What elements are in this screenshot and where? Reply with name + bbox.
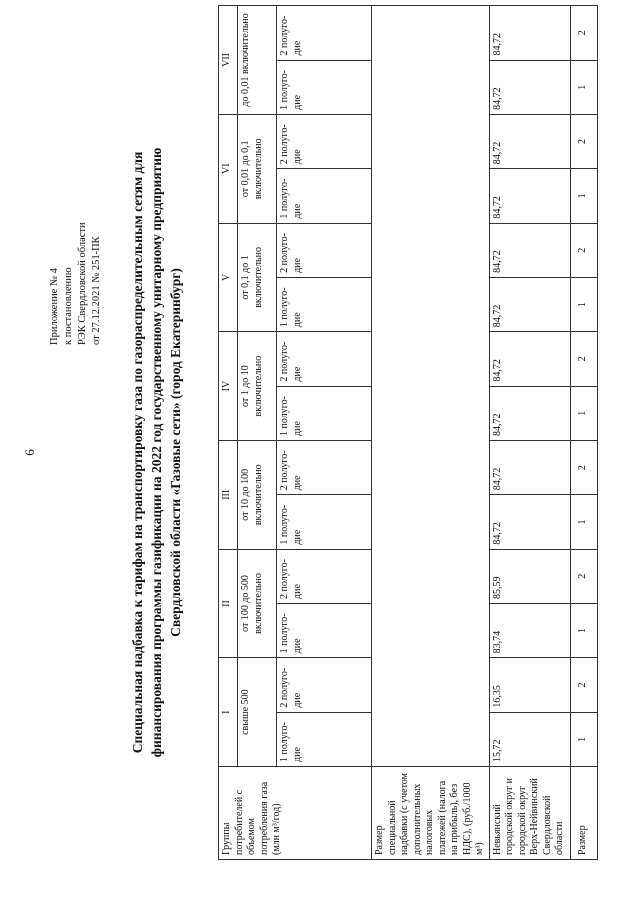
group-roman: II	[219, 549, 238, 658]
value-cell: 84,72	[489, 223, 570, 277]
appendix-line: РЭК Свердловской области	[77, 222, 88, 345]
rate-blank-cell	[372, 6, 490, 767]
value-cell: 83,74	[489, 603, 570, 657]
size-cell: 1	[570, 386, 597, 440]
halfyear-cell: 2 полуго-дие	[277, 6, 372, 61]
halfyear-cell: 2 полуго-дие	[277, 223, 372, 277]
group-roman: III	[219, 440, 238, 549]
group-roman: VII	[219, 6, 238, 115]
tariff-table	[218, 5, 598, 860]
value-cell: 84,72	[489, 114, 570, 168]
value-cell: 84,72	[489, 440, 570, 494]
rate-description-cell: Размер специальной надбавки (с учетом дополнительных налоговых платежей (налога на прибыль), без НДС), (руб./1000 м³)	[372, 767, 490, 860]
size-cell: 2	[570, 223, 597, 277]
halfyear-cell: 1 полуго-дие	[277, 277, 372, 331]
halfyear-cell: 1 полуго-дие	[277, 169, 372, 223]
value-cell: 84,72	[489, 277, 570, 331]
value-cell: 84,72	[489, 6, 570, 61]
group-range: от 1 до 10 включительно	[238, 332, 277, 441]
group-header-cell: Группы потребителей с объемом потребления газа (млн м³/год)	[219, 767, 372, 860]
appendix-note	[48, 222, 104, 345]
halfyear-cell: 1 полуго-дие	[277, 712, 372, 766]
value-cell: 16,35	[489, 658, 570, 712]
size-cell: 1	[570, 603, 597, 657]
value-cell: 15,72	[489, 712, 570, 766]
size-cell: 1	[570, 712, 597, 766]
halfyear-cell: 2 полуго-дие	[277, 114, 372, 168]
halfyear-cell: 2 полуго-дие	[277, 440, 372, 494]
group-roman: IV	[219, 332, 238, 441]
group-roman: I	[219, 658, 238, 767]
halfyear-cell: 2 полуго-дие	[277, 658, 372, 712]
halfyear-cell: 1 полуго-дие	[277, 60, 372, 114]
group-range: свыше 500	[238, 658, 277, 767]
group-range: от 0,1 до 1 включительно	[238, 223, 277, 332]
halfyear-cell: 1 полуго-дие	[277, 386, 372, 440]
size-cell: 2	[570, 440, 597, 494]
halfyear-cell: 2 полуго-дие	[277, 549, 372, 603]
group-range: от 10 до 100 включительно	[238, 440, 277, 549]
size-cell: 2	[570, 332, 597, 386]
value-cell: 84,72	[489, 60, 570, 114]
region-cell: Невьянский городской округ и городской округ Верх-Нейвинский Свердловской области	[489, 767, 570, 860]
title-line: финансирования программы газификации на 2022 год государственному унитарному предприятию	[149, 147, 164, 758]
size-cell: 1	[570, 169, 597, 223]
value-cell: 84,72	[489, 332, 570, 386]
title-line: Специальная надбавка к тарифам на транспортировку газа по газораспределительным сетям для	[130, 151, 145, 754]
size-cell: 2	[570, 658, 597, 712]
size-label-cell: Размер	[570, 767, 597, 860]
document-title	[128, 40, 185, 865]
value-cell: 84,72	[489, 169, 570, 223]
value-cell: 85,59	[489, 549, 570, 603]
halfyear-cell: 1 полуго-дие	[277, 495, 372, 549]
group-range: от 100 до 500 включительно	[238, 549, 277, 658]
page-number: 6	[22, 449, 37, 456]
title-line: Свердловской области «Газовые сети» (город Екатеринбург)	[168, 268, 183, 637]
value-cell: 84,72	[489, 495, 570, 549]
size-cell: 1	[570, 495, 597, 549]
size-cell: 2	[570, 114, 597, 168]
size-cell: 1	[570, 60, 597, 114]
value-cell: 84,72	[489, 386, 570, 440]
halfyear-cell: 2 полуго-дие	[277, 332, 372, 386]
group-roman: V	[219, 223, 238, 332]
size-cell: 1	[570, 277, 597, 331]
halfyear-cell: 1 полуго-дие	[277, 603, 372, 657]
group-range: до 0,01 включительно	[238, 6, 277, 115]
appendix-line: к постановлению	[63, 267, 74, 345]
size-cell: 2	[570, 6, 597, 61]
group-range: от 0,01 до 0,1 включительно	[238, 114, 277, 223]
size-cell: 2	[570, 549, 597, 603]
appendix-line: от 27.12.2021 № 251-ПК	[91, 236, 102, 345]
group-roman: VI	[219, 114, 238, 223]
appendix-line: Приложение № 4	[49, 268, 60, 345]
